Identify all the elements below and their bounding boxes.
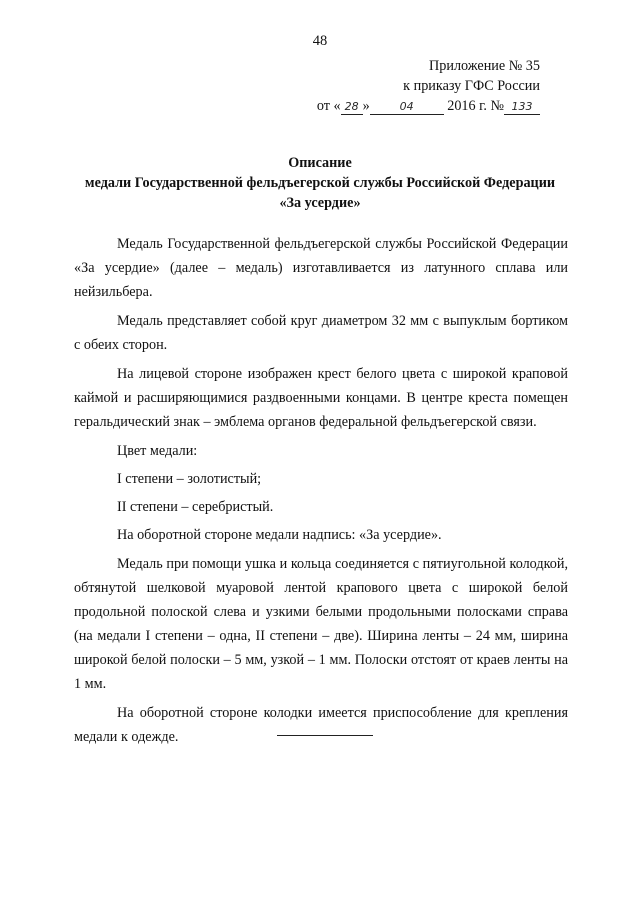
closing-divider: [277, 735, 373, 736]
date-month-handwritten: 04: [399, 100, 414, 113]
date-year: 2016 г. №: [447, 98, 504, 114]
date-day-field: [341, 99, 363, 115]
page-number: 48: [312, 33, 328, 49]
date-day-handwritten: 28: [344, 100, 359, 113]
order-number-handwritten: 133: [511, 100, 533, 113]
paragraph-shape: Медаль представляет собой круг диаметром 32 мм с выпуклым бортиком с обеих сторон.: [74, 313, 568, 353]
appendix-number: Приложение № 35: [429, 58, 540, 74]
title-line-2: медали Государственной фельдъегерской службы Российской Федерации: [84, 175, 556, 191]
paragraph-color-second-degree: II степени – серебристый.: [117, 499, 274, 515]
document-body: [74, 232, 568, 754]
paragraph-color-first-degree: I степени – золотистый;: [117, 471, 262, 487]
date-prefix: от «: [316, 98, 341, 114]
appendix-header: [317, 56, 540, 116]
paragraph-reverse: На оборотной стороне медали надпись: «За усердие».: [117, 527, 442, 543]
date-month-field: [370, 99, 444, 115]
document-title: [0, 153, 640, 213]
paragraph-obverse: На лицевой стороне изображен крест белого цвета с широкой краповой каймой и расширяющимися раздвоенными концами. В центре креста помещен геральдический знак – эмблема органов федеральной фельдъегерской связи.: [74, 366, 568, 430]
paragraph-fastening: На оборотной стороне колодки имеется приспособление для крепления медали к одежде.: [74, 705, 568, 745]
title-line-1: Описание: [288, 155, 352, 171]
paragraph-material: Медаль Государственной фельдъегерской службы Российской Федерации «За усердие» (далее – медаль) изготавливается из латунного сплава или нейзильбера.: [74, 236, 568, 300]
order-number-field: [504, 99, 540, 115]
appendix-order-reference: к приказу ГФС России: [403, 78, 540, 94]
paragraph-ribbon: Медаль при помощи ушка и кольца соединяется с пятиугольной колодкой, обтянутой шелковой муаровой лентой крапового цвета с широкой белой продольной полоской слева и узкими белыми продольными полосками справа (на медали I степени – одна, II степени – две). Ширина ленты – 24 мм, ширина широкой белой полоски – 5 мм, узкой – 1 мм. Полоски отстоят от краев ленты на 1 мм.: [74, 556, 568, 692]
title-line-3: «За усердие»: [279, 195, 361, 211]
date-mid: »: [362, 98, 370, 114]
appendix-date-line: [317, 96, 540, 116]
paragraph-color-heading: Цвет медали:: [117, 443, 198, 459]
